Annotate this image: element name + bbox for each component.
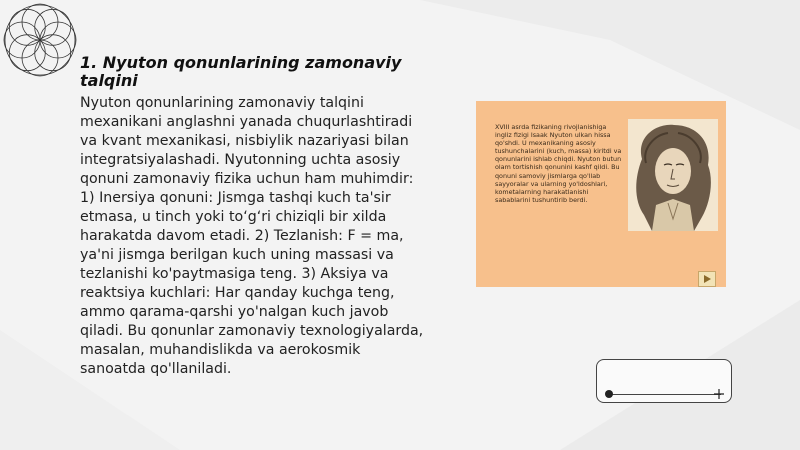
plus-icon[interactable] xyxy=(713,388,725,400)
body-text: Nyuton qonunlarining zamonaviy talqini mexanikani anglashni yanada chuqurlashtiradi va kvant mexanikasi, nisbiylik nazariyasi bilan integratsiyalashadi. Nyutonning uchta asosiy qonuni zamonaviy fizika uchun ham muhimdir: 1) Inersiya qonuni: Jismga tashqi kuch ta'sir etmasa, u tinch yoki to‘g‘ri chiziqli bir xilda harakatda davom etadi. 2) Tezlanish: F = ma, ya'ni jismga berilgan kuch uning massasi va tezlanishi ko'paytmasiga teng. 3) Aksiya va reaktsiya kuchlari: Har qanday kuchga teng, ammo qarama-qarshi yo'nalgan kuch javob qiladi. Bu qonunlar zamonaviy texnologiyalarda, masalan, muhandislikda va aerokosmik sanoatda qo'llaniladi. xyxy=(80,95,424,377)
slide-image xyxy=(476,101,726,287)
play-icon xyxy=(699,272,715,286)
page-title: 1. Nyuton qonunlarining zamonaviy talqini xyxy=(80,53,402,90)
media-player xyxy=(596,359,732,403)
decorative-circle-pattern-icon xyxy=(2,2,78,78)
progress-track[interactable] xyxy=(609,394,721,395)
slide-text: XVIII asrda fizikaning rivojlanishiga ingliz fizigi Isaak Nyuton ulkan hissa qo'shdi. U mexanikaning asosiy tushunchalarini (kuch, massa) kiritdi va qonunlarini ishlab chiqdi. Nyuton butun olam tortishish qonunini kashf qildi. Bu qonuni samoviy jismlarga qo'llab sayyoralar va ularning yo'ldoshlari, kometalarning harakatlanishi sabablarini tushuntirib berdi. xyxy=(495,123,622,204)
slide-play-button[interactable] xyxy=(698,271,716,287)
newton-portrait xyxy=(628,119,718,231)
progress-knob[interactable] xyxy=(605,390,613,398)
